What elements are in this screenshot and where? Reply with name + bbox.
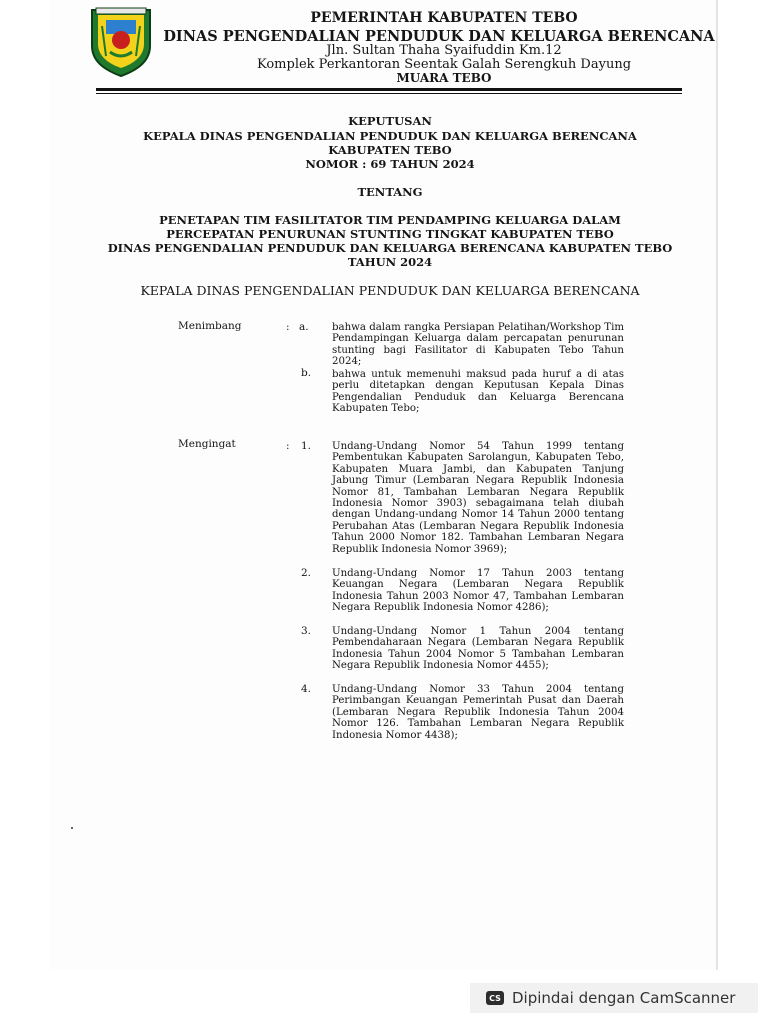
- mengingat-item-1: Undang-Undang Nomor 54 Tahun 1999 tentang Pembentukan Kabupaten Sarolangun, Kabupaten Tebo, Kabupaten Muara Jambi, dan Kabupaten Tanjung Jabung Timur (Lembaran Negara Republik Indonesia Nomor 81, Tambahan Lembaran Negara Republik Indonesia Nomor 3903) sebagaimana telah diubah dengan Undang-undang Nomor 14 Tahun 2000 tentang Perubahan Atas (Lembaran Negara Republik Indonesia Tahun 2000 Nomor 182. Tambahan Lembaran Negara Republik Indonesia Nomor 3969);: [332, 441, 624, 555]
- menimbang-item-b: bahwa untuk memenuhi maksud pada huruf a di atas perlu ditetapkan dengan Keputusan Kepala Dinas Pengendalian Penduduk dan Keluarga Berencana Kabupaten Tebo;: [332, 369, 624, 415]
- menimbang-item-a: bahwa dalam rangka Persiapan Pelatihan/Workshop Tim Pendampingan Keluarga dalam percapatan penurunan stunting bagi Fasilitator di Kabupaten Tebo Tahun 2024;: [332, 322, 624, 368]
- header-address-street: Jln. Sultan Thaha Syaifuddin Km.12: [326, 43, 562, 58]
- camscanner-watermark: [470, 983, 758, 1013]
- mengingat-marker-4: 4.: [301, 683, 312, 695]
- doc-subject-line-3: DINAS PENGENDALIAN PENDUDUK DAN KELUARGA BERENCANA KABUPATEN TEBO: [107, 241, 673, 255]
- mengingat-marker-2: 2.: [301, 567, 312, 579]
- doc-subject-line-2: PERCEPATAN PENURUNAN STUNTING TINGKAT KABUPATEN TEBO: [166, 227, 614, 241]
- doc-number: NOMOR : 69 TAHUN 2024: [305, 157, 475, 171]
- doc-title-issuer: KEPALA DINAS PENGENDALIAN PENDUDUK DAN KELUARGA BERENCANA: [143, 129, 637, 143]
- header-rule-thin: [96, 93, 682, 94]
- header-government: PEMERINTAH KABUPATEN TEBO: [310, 10, 578, 26]
- header-agency: DINAS PENGENDALIAN PENDUDUK DAN KELUARGA BERENCANA: [163, 28, 715, 45]
- doc-subject-line-1: PENETAPAN TIM FASILITATOR TIM PENDAMPING KELUARGA DALAM: [159, 213, 621, 227]
- camscanner-icon: CS: [486, 991, 504, 1005]
- header-rule-thick: [96, 88, 682, 91]
- doc-tentang: TENTANG: [357, 185, 423, 199]
- mengingat-marker-3: 3.: [301, 625, 312, 637]
- menimbang-marker-b: b.: [301, 367, 312, 379]
- scan-speck: [71, 827, 73, 829]
- doc-title-region: KABUPATEN TEBO: [328, 143, 452, 157]
- header-address-complex: Komplek Perkantoran Seentak Galah Serengkuh Dayung: [256, 57, 632, 72]
- header-city: MUARA TEBO: [396, 71, 492, 85]
- menimbang-colon: :: [286, 321, 290, 333]
- mengingat-item-2: Undang-Undang Nomor 17 Tahun 2003 tentang Keuangan Negara (Lembaran Negara Republik Indonesia Tahun 2003 Nomor 47, Tambahan Lembaran Negara Republik Indonesia Nomor 4286);: [332, 568, 624, 614]
- doc-issuer-heading: KEPALA DINAS PENGENDALIAN PENDUDUK DAN KELUARGA BERENCANA: [140, 283, 640, 298]
- mengingat-colon: :: [286, 440, 290, 452]
- doc-subject-line-4: TAHUN 2024: [347, 255, 433, 269]
- mengingat-item-4: Undang-Undang Nomor 33 Tahun 2004 tentang Perimbangan Keuangan Pemerintah Pusat dan Daerah (Lembaran Negara Republik Indonesia Tahun 2004 Nomor 126. Tambahan Lembaran Negara Republik Indonesia Nomor 4438);: [332, 684, 624, 741]
- mengingat-label: Mengingat: [178, 438, 236, 450]
- camscanner-text: Dipindai dengan CamScanner: [512, 989, 736, 1007]
- mengingat-item-3: Undang-Undang Nomor 1 Tahun 2004 tentang Pembendaharaan Negara (Lembaran Negara Republik Indonesia Tahun 2004 Nomor 5 Tambahan Lembaran Negara Republik Indonesia Nomor 4455);: [332, 626, 624, 672]
- doc-title-keputusan: KEPUTUSAN: [348, 114, 432, 128]
- mengingat-marker-1: 1.: [301, 440, 312, 452]
- menimbang-marker-a: a.: [299, 321, 309, 333]
- menimbang-label: Menimbang: [178, 320, 242, 332]
